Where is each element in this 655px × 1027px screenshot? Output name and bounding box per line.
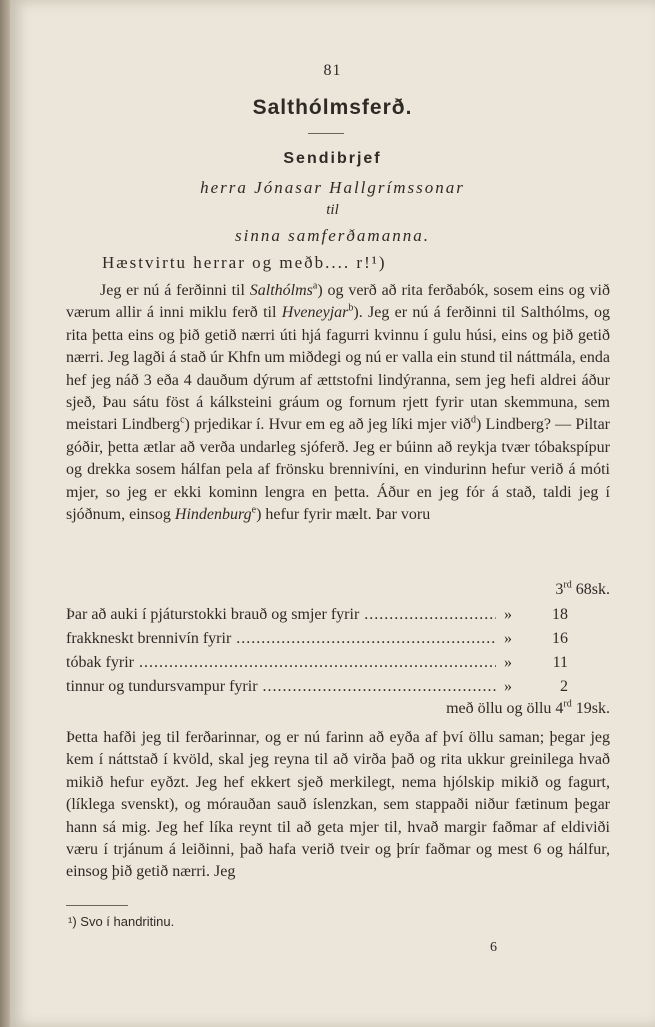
- paragraph-1-text-a: Jeg er nú á ferðinni til: [100, 282, 250, 299]
- ledger-row: [66, 603, 610, 627]
- ledger-label: tóbak fyrir .....: [66, 651, 496, 675]
- balance-amount: 3: [555, 581, 564, 598]
- ledger-label: tinnur og tundursvampur fyrir .....: [66, 675, 496, 699]
- paragraph-1-text-e: ) Lindberg? — Piltar góðir, þetta ætlar að verða undarleg sjóferð. Jeg er búinn að reykja tvær tóbakspípur og drekka sosem hálfan pela af frönsku brennivíni, en vindurinn hefur verið á móti mjer, so jeg er ekki kominn lengra en þetta. Áður en jeg fór á stað, taldi jeg í sjóðnum, einsog: [66, 416, 611, 524]
- total-label: með öllu og öllu 4: [446, 700, 564, 717]
- footnote-ref-a: a: [312, 280, 318, 292]
- ledger-marker: »: [504, 678, 512, 695]
- page-number: 81: [323, 62, 342, 79]
- expense-ledger: [66, 603, 610, 699]
- footnote-ref-b: b: [348, 303, 354, 315]
- name-hindenburg: Hindenburg: [174, 506, 252, 524]
- signature-mark: 6: [490, 940, 497, 955]
- balance-unit: rd: [563, 579, 572, 591]
- ledger-amount: 2: [560, 678, 568, 695]
- book-spine: [0, 0, 10, 1027]
- ledger-amount: 11: [552, 654, 568, 671]
- ledger-row: [66, 627, 610, 651]
- dedication-line-3: sinna samferðamanna.: [235, 226, 430, 245]
- paragraph-1-text-d: ) prjedikar í. Hvur em eg að jeg líki mjer við: [184, 416, 472, 434]
- balance-line: [555, 581, 610, 599]
- page-title: Salthólmsferð.: [252, 96, 413, 119]
- ledger-marker: »: [504, 606, 512, 623]
- book-page: [10, 0, 655, 1027]
- ledger-amount: 16: [552, 630, 568, 647]
- ledger-row: [66, 651, 610, 675]
- ledger-marker: »: [504, 654, 512, 671]
- title-rule: [308, 133, 344, 134]
- salutation: Hæstvirtu herrar og meðb.... r!¹): [102, 253, 387, 272]
- ledger-total: [66, 700, 610, 718]
- place-hveneyjar: Hveneyjar: [281, 304, 349, 322]
- footnote-ref-c: c: [180, 415, 185, 427]
- ledger-label: frakkneskt brennivín fyrir .....: [66, 627, 496, 651]
- footnote: ¹) Svo í handritinu.: [68, 914, 175, 929]
- ledger-marker: »: [504, 630, 512, 647]
- dedication-line-2: til: [326, 202, 339, 218]
- letter-heading: Sendibrjef: [283, 150, 382, 167]
- paragraph-1-text-c: ). Jeg er nú á ferðinni til Salthólms, og rita þetta eins og þið getið nærri úti hjá fagurri kvinnu í gulu húsi, eins og þið getið nærri. Jeg lagði á stað úr Khfn um miðdegi og nú er valla ein stund til náttmála, enda hef jeg náð 3 eða 4 dauðum dýrum af ættstofni lindýranna, sem jeg hefi aldrei áður sjeð, Þau sátu föst á kálksteini gráum og fornum rjett fyrir utan skemmuna, sem meistari Lindberg: [66, 304, 610, 434]
- paragraph-1-text-b: ) og verð að rita ferðabók, sosem eins og við værum allir á inni miklu ferð til: [66, 282, 611, 322]
- footnote-rule: [66, 905, 128, 906]
- total-unit: rd: [563, 698, 572, 710]
- place-salthólms: Salthólms: [249, 282, 313, 299]
- paragraph-1: [66, 280, 610, 526]
- dedication-line-1: herra Jónasar Hallgrímssonar: [200, 178, 465, 197]
- ledger-row: [66, 675, 610, 699]
- paragraph-1-text-f: ) hefur fyrir mælt. Þar voru: [256, 506, 431, 524]
- balance-rest: 68sk.: [571, 581, 610, 598]
- ledger-amount: 18: [552, 606, 568, 623]
- footnote-ref-e: e: [251, 504, 257, 516]
- ledger-label: Þar að auki í pjáturstokki brauð og smjer fyrir .....: [66, 603, 496, 627]
- paragraph-2: [66, 727, 610, 884]
- total-rest: 19sk.: [571, 700, 610, 717]
- paragraph-2-text: Þetta hafði jeg til ferðarinnar, og er nú farinn að eyða af því öllu saman; þegar jeg kem í náttstað í kvöld, skal jeg reyna til að virða það og rita ukkur greinilega hvað mikið hefur eyðzt. Jeg hef ekkert sjeð merkilegt, nema hjólskip mikið og fagurt, (líklega svenskt), og mórauðan sauð íslenzkan, sem stappaði niður fætinum þegar hann sá mig. Jeg hef líka reynt til að geta mjer til, hvað margir faðmar af eldiviði væru í trjánum á leiðinni, það hafa verið tveir og þrír faðmar og mest 6 og hálfur, einsog þið getið nærri. Jeg: [66, 729, 610, 881]
- footnote-ref-d: d: [471, 415, 477, 427]
